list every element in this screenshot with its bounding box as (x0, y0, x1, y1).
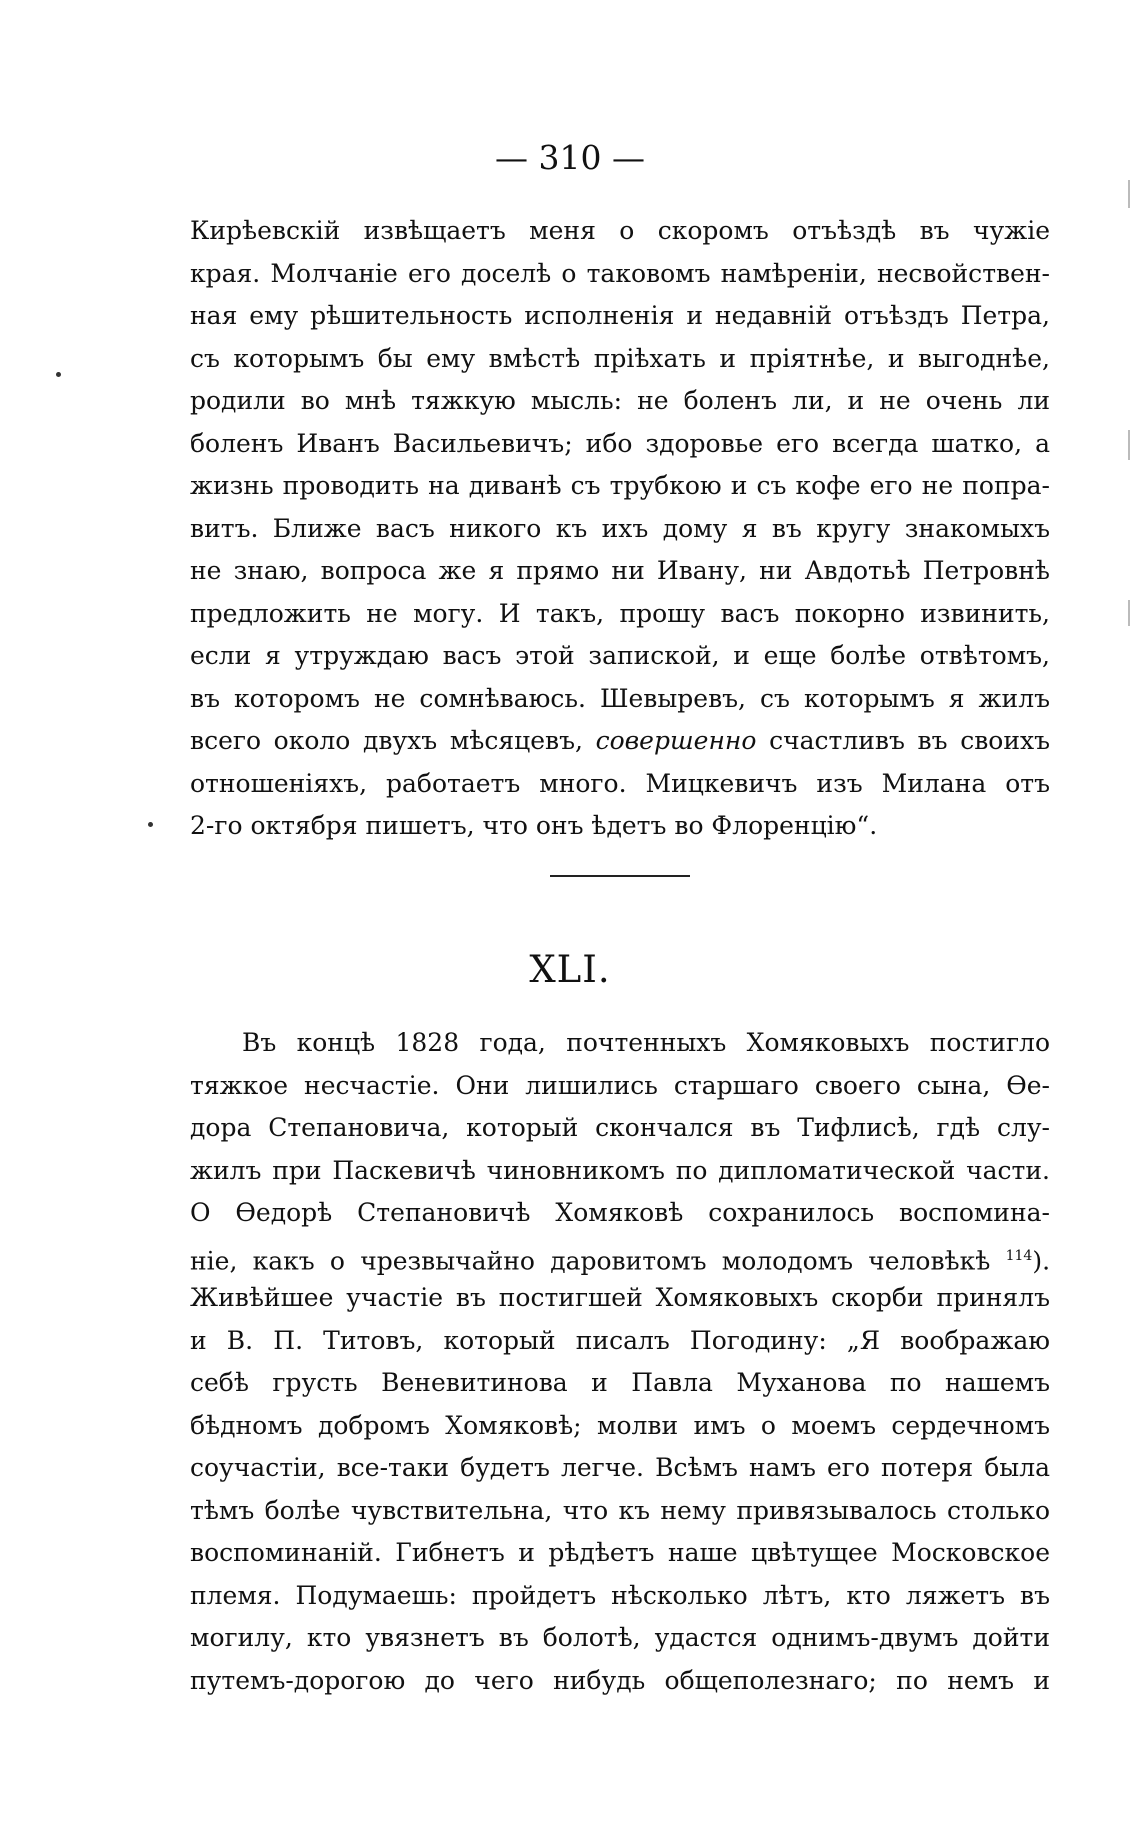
text-line: въ которомъ не сомнѣваюсь. Шевыревъ, съ которымъ я жилъ (190, 683, 1050, 713)
text-line: племя. Подумаешь: пройдетъ нѣсколько лѣтъ, кто ляжетъ въ (190, 1580, 1050, 1610)
text-line: края. Молчаніе его доселѣ о таковомъ намѣреніи, несвойствен- (190, 258, 1050, 288)
text-segment: ніе, какъ о чрезвычайно даровитомъ молодомъ человѣкѣ (190, 1245, 991, 1275)
page-number: — 310 — (495, 138, 645, 177)
text-line: бѣдномъ добромъ Хомяковѣ; молви имъ о моемъ сердечномъ (190, 1410, 1050, 1440)
text-line: ная ему рѣшительность исполненія и недавній отъѣздъ Петра, (190, 301, 1050, 330)
text-line: тѣмъ болѣе чувствительна, что къ нему привязывалось столько (190, 1495, 1050, 1525)
text-line: жизнь проводить на диванѣ съ трубкою и съ кофе его не попра- (190, 471, 1050, 500)
text-line: Живѣйшее участіе въ постигшей Хомяковыхъ скорби принялъ (190, 1283, 1050, 1312)
text-line: и В. П. Титовъ, который писалъ Погодину: „Я воображаю (190, 1325, 1050, 1355)
text-line: Въ концѣ 1828 года, почтенныхъ Хомяковыхъ постигло (242, 1028, 1050, 1057)
text-segment: ). (1032, 1245, 1050, 1275)
section-heading: XLI. (529, 948, 611, 991)
text-line: путемъ-дорогою до чего нибудь общеполезнаго; по немъ и (190, 1665, 1050, 1695)
footnote-marker: 114 (1005, 1247, 1033, 1264)
text-line: соучастіи, все-таки будетъ легче. Всѣмъ намъ его потеря была (190, 1453, 1050, 1482)
scan-edge-mark (1128, 430, 1130, 460)
text-line: жилъ при Паскевичѣ чиновникомъ по дипломатической части. (190, 1155, 1050, 1185)
section-divider (550, 875, 690, 877)
paragraph-letter-end (190, 210, 1050, 848)
paragraph-section-xli (190, 1022, 1050, 1702)
text-line: дора Степановича, который скончался въ Тифлисѣ, гдѣ слу- (190, 1113, 1050, 1142)
text-line: боленъ Иванъ Васильевичъ; ибо здоровье его всегда шатко, а (190, 428, 1050, 458)
text-line: не знаю, вопроса же я прямо ни Ивану, ни Авдотьѣ Петровнѣ (190, 556, 1050, 585)
text-line: витъ. Ближе васъ никого къ ихъ дому я въ кругу знакомыхъ (190, 513, 1050, 543)
scan-speck (56, 372, 61, 377)
text-segment: счастливъ въ своихъ (769, 726, 1050, 755)
text-segment: всего около двухъ мѣсяцевъ, (190, 726, 583, 755)
text-line: себѣ грусть Веневитинова и Павла Муханова по нашемъ (190, 1368, 1050, 1397)
scan-edge-mark (1128, 180, 1130, 208)
italic-word: совершенно (595, 726, 757, 755)
text-line: 2-го октября пишетъ, что онъ ѣдетъ во Флоренцію“. (190, 811, 878, 840)
text-line: Кирѣевскій извѣщаетъ меня о скоромъ отъѣздѣ въ чужіе (190, 216, 1050, 245)
text-line-with-italic (190, 720, 1050, 763)
text-line: съ которымъ бы ему вмѣстѣ пріѣхать и пріятнѣе, и выгоднѣе, (190, 343, 1050, 373)
text-line-with-footnote (190, 1235, 1050, 1278)
text-line: могилу, кто увязнетъ въ болотѣ, удастся однимъ-двумъ дойти (190, 1623, 1050, 1652)
text-line: родили во мнѣ тяжкую мысль: не боленъ ли, и не очень ли (190, 386, 1050, 415)
text-line: предложить не могу. И такъ, прошу васъ покорно извинить, (190, 598, 1050, 628)
scan-speck (148, 822, 153, 827)
text-line: отношеніяхъ, работаетъ много. Мицкевичъ изъ Милана отъ (190, 768, 1050, 798)
text-line: воспоминаній. Гибнетъ и рѣдѣетъ наше цвѣтущее Московское (190, 1538, 1050, 1567)
text-line: О Ѳедорѣ Степановичѣ Хомяковѣ сохранилось воспомина- (190, 1198, 1050, 1227)
scan-edge-mark (1128, 600, 1130, 626)
text-line: если я утруждаю васъ этой запиской, и еще болѣе отвѣтомъ, (190, 641, 1050, 670)
text-line: тяжкое несчастіе. Они лишились старшаго своего сына, Ѳе- (190, 1070, 1050, 1100)
